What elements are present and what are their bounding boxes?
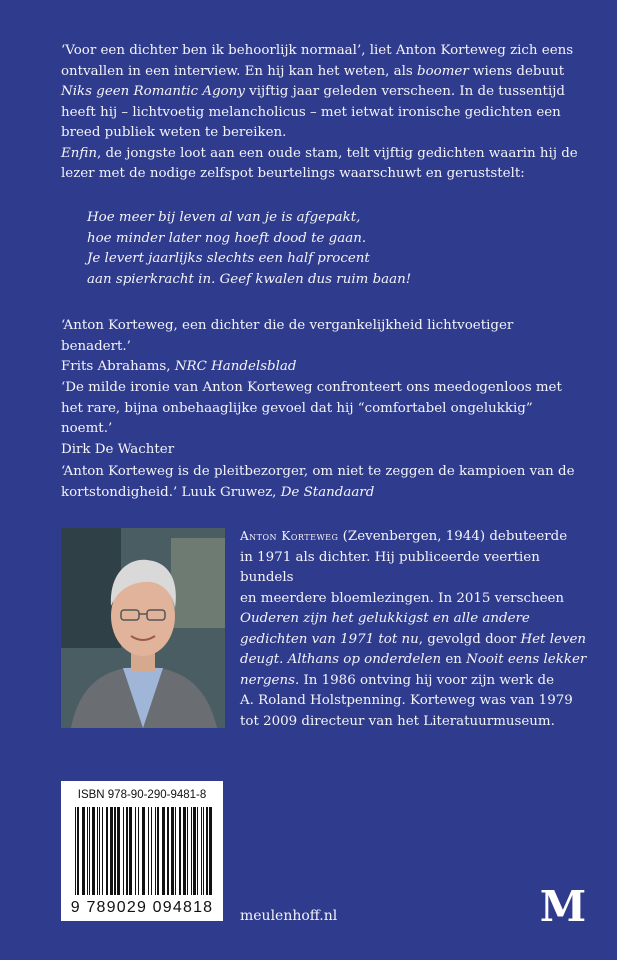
barcode-bar	[142, 807, 145, 895]
publisher-logo	[538, 885, 588, 925]
barcode-bar	[87, 807, 88, 895]
barcode-bar	[82, 807, 85, 895]
poem-line: aan spierkracht in. Geef kwalen dus ruim baan!	[87, 271, 412, 287]
barcode-bar	[117, 807, 120, 895]
barcode-bar	[209, 807, 212, 895]
blurb-intro	[61, 41, 581, 185]
barcode-bar	[123, 807, 124, 895]
author-photo	[61, 528, 225, 728]
barcode-number: 9 789029 094818	[70, 899, 214, 916]
intro-line: Enfin, de jongste loot aan een oude stam, telt vijftig gedichten waarin hij de	[61, 145, 578, 161]
barcode-bar	[179, 807, 181, 895]
poem-line: Je levert jaarlijks slechts een half procent	[87, 251, 370, 266]
barcode-bar	[167, 807, 169, 895]
isbn-barcode	[61, 781, 223, 921]
barcode-bar	[106, 807, 108, 895]
publisher-website: meulenhoff.nl	[240, 908, 338, 924]
author-name: Anton Korteweg	[240, 529, 339, 543]
intro-line: ‘Voor een dichter ben ik behoorlijk normaal’, liet Anton Korteweg zich eens	[61, 43, 574, 58]
barcode-bar	[203, 807, 204, 895]
barcode-bar	[155, 807, 156, 895]
barcode-bar	[193, 807, 196, 895]
barcode-bar	[148, 807, 149, 895]
barcode-bar	[191, 807, 192, 895]
book-title: Enfin	[61, 145, 97, 161]
quote-source: De Standaard	[280, 484, 375, 500]
barcode-bar	[162, 807, 165, 895]
barcode-bar	[114, 807, 116, 895]
poem-line: hoe minder later nog hoeft dood te gaan.	[87, 230, 367, 246]
book-title: nergens.	[240, 672, 300, 688]
intro-line: Niks geen Romantic Agony vijftig jaar geleden verscheen. In de tussentijd	[61, 84, 565, 99]
book-title: Nooit eens lekker	[466, 652, 587, 667]
barcode-bar	[201, 807, 202, 895]
intro-line: lezer met de nodige zelfspot beurtelings waarschuwt en geruststelt:	[61, 166, 525, 181]
barcode-bar	[151, 807, 152, 895]
barcode-bar	[97, 807, 98, 895]
emphasis: boomer	[417, 63, 469, 79]
poem-excerpt	[87, 208, 567, 290]
barcode-bar	[77, 807, 79, 895]
intro-line: ontvallen in een interview. En hij kan het weten, als boomer wiens debuut	[61, 63, 565, 79]
barcode-bar	[171, 807, 174, 895]
intro-line: breed publiek weten te bereiken.	[61, 125, 287, 140]
author-portrait-illustration	[61, 528, 225, 728]
quote-source: NRC Handelsblad	[174, 359, 297, 374]
barcode-bar	[197, 807, 198, 895]
review-quote-abrahams: ‘Anton Korteweg, een dichter die de vergankelijkheid lichtvoetiger benadert.’ Frits Abrahams, NRC Handelsblad	[61, 318, 514, 374]
barcode-bar	[126, 807, 128, 895]
barcode-bar	[75, 807, 76, 895]
barcode-bar	[157, 807, 159, 895]
review-quote-dewachter: ‘De milde ironie van Anton Korteweg confronteert ons meedogenloos met het rare, bijna onbehaaglijke gevoel dat hij “comfortabel ongelukkig” noemt.’ Dirk De Wachter	[61, 380, 562, 457]
author-bio: Anton Korteweg (Zevenbergen, 1944) debuteerde in 1971 als dichter. Hij publiceerde veertien bundels en meerdere bloemlezingen. In 2015 verscheen Ouderen zijn het gelukkigst en alle andere gedichten van 1971 tot nu, gevolgd door Het leven deugt. Althans op onderdelen en Nooit eens lekker nergens. In 1986 ontving hij voor zijn werk de A. Roland Holstpenning. Korteweg was van 1979 tot 2009 directeur van het Literatuurmuseum.	[240, 529, 587, 729]
barcode-bar	[102, 807, 103, 895]
debut-title: Niks geen Romantic Agony	[61, 84, 245, 99]
barcode-bar	[99, 807, 100, 895]
book-title: deugt. Althans op onderdelen	[240, 652, 442, 667]
barcode-bar	[175, 807, 176, 895]
isbn-label: ISBN 978-90-290-9481-8	[77, 789, 207, 801]
barcode-bar	[138, 807, 139, 895]
barcode-bar	[183, 807, 186, 895]
barcode-bar	[89, 807, 90, 895]
barcode-bar	[206, 807, 208, 895]
book-title: Ouderen zijn het gelukkigst en alle andere	[240, 611, 530, 626]
barcode-bar	[92, 807, 95, 895]
book-title: gedichten van 1971 tot nu	[240, 631, 419, 647]
book-title: Het leven	[520, 631, 587, 647]
barcode-bar	[110, 807, 113, 895]
barcode-bar	[135, 807, 136, 895]
barcode-bar	[187, 807, 188, 895]
barcode-bar	[129, 807, 132, 895]
intro-line: heeft hij – lichtvoetig melancholicus – met ietwat ironische gedichten een	[61, 104, 561, 120]
review-quote-gruwez: ‘Anton Korteweg is de pleitbezorger, om niet te zeggen de kampioen van de kortstondigheid.’ Luuk Gruwez, De Standaard	[61, 464, 575, 500]
logo-letter: M	[539, 885, 587, 925]
poem-line: Hoe meer bij leven al van je is afgepakt,	[87, 210, 361, 225]
